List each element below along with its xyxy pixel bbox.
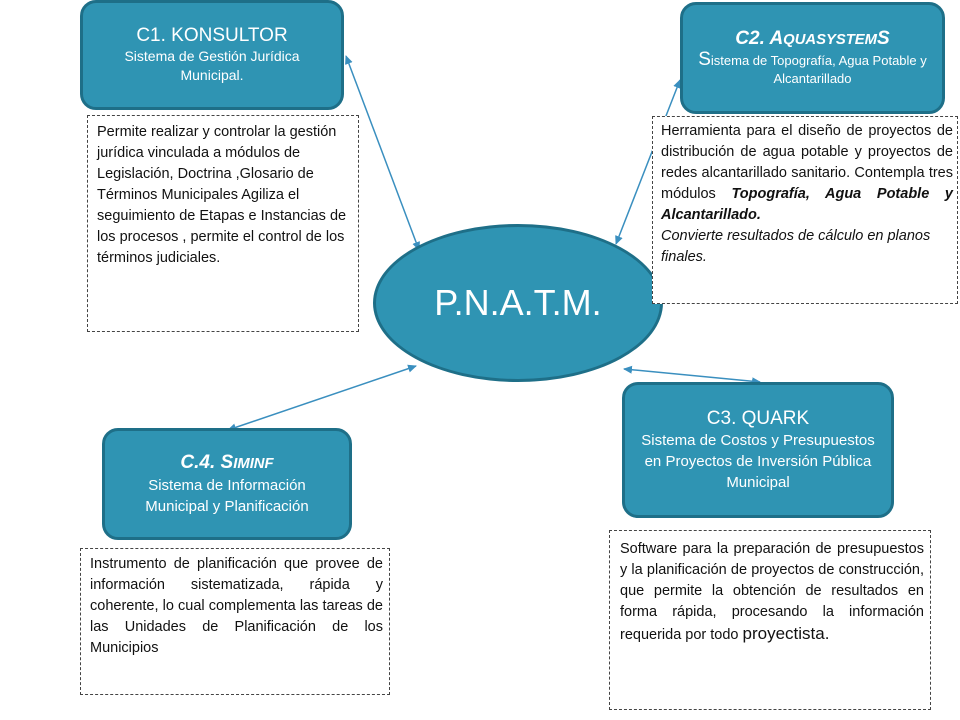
c4-subtitle: Sistema de Información Municipal y Planificación <box>145 476 309 515</box>
c3-description <box>609 530 931 710</box>
c3-title: C3. QUARK <box>706 407 810 429</box>
c4-title-prefix: C.4. S <box>180 451 234 473</box>
arrow-c4-center <box>228 366 416 430</box>
c2-description-end-text: Convierte resultados de cálculo en planos finales. <box>661 228 931 265</box>
c2-subtitle-cap: S <box>698 49 711 70</box>
c2-description <box>652 116 958 304</box>
c1-description-text: Permite realizar y controlar la gestión jurídica vinculada a módulos de Legislación, Doctrina ,Glosario de Términos Municipales Agiliza el seguimiento de Etapas e Instancias de los procesos , permite el control de los términos judiciales. <box>97 124 347 266</box>
c2-title-small: QUASYSTEM <box>783 32 877 48</box>
c1-subtitle: Sistema de Gestión Jurídica Municipal. <box>124 48 300 83</box>
c2-description-modules: Topografía, Agua Potable y Alcantarillado. <box>661 186 953 223</box>
c2-description-intro: Herramienta para el diseño de proyectos de distribución de agua potable y proyectos de redes alcantarillado sanitario. Contempla tres módulos <box>661 123 953 202</box>
c2-title <box>735 28 889 51</box>
c4-siminf-box <box>102 428 352 540</box>
c3-quark-box <box>622 382 894 518</box>
c4-title <box>180 452 273 475</box>
c1-description <box>87 115 359 332</box>
c2-title-suffix: S <box>877 28 890 49</box>
c2-description-end <box>661 226 953 268</box>
c2-aquasystems-box <box>680 2 945 114</box>
c1-konsultor-box <box>80 0 344 110</box>
c3-description-last: proyectista. <box>742 624 830 643</box>
c4-description <box>80 548 390 695</box>
c4-description-text: Instrumento de planificación que provee de información sistematizada, rápida y coherente, lo cual complementa las tareas de las Unidades de Planificación de los Municipios <box>90 556 383 656</box>
c2-description-main <box>661 121 953 226</box>
c2-title-prefix: C2. A <box>735 28 784 49</box>
center-label: P.N.A.T.M. <box>434 282 602 323</box>
c4-title-small: IMINF <box>233 455 274 472</box>
center-node <box>373 224 663 382</box>
c2-subtitle <box>683 51 942 88</box>
c2-subtitle-rest: istema de Topografía, Agua Potable y Alcantarillado <box>710 53 927 86</box>
c1-title: C1. KONSULTOR <box>136 25 288 46</box>
c3-description-main: Software para la preparación de presupuestos y la planificación de proyectos de construcción, que permite la obtención de resultados en forma rápida, procesando la información requerida por todo <box>620 541 924 643</box>
c3-subtitle: Sistema de Costos y Presupuestos en Proyectos de Inversión Pública Municipal <box>641 431 875 491</box>
arrow-c3-center <box>624 369 760 382</box>
